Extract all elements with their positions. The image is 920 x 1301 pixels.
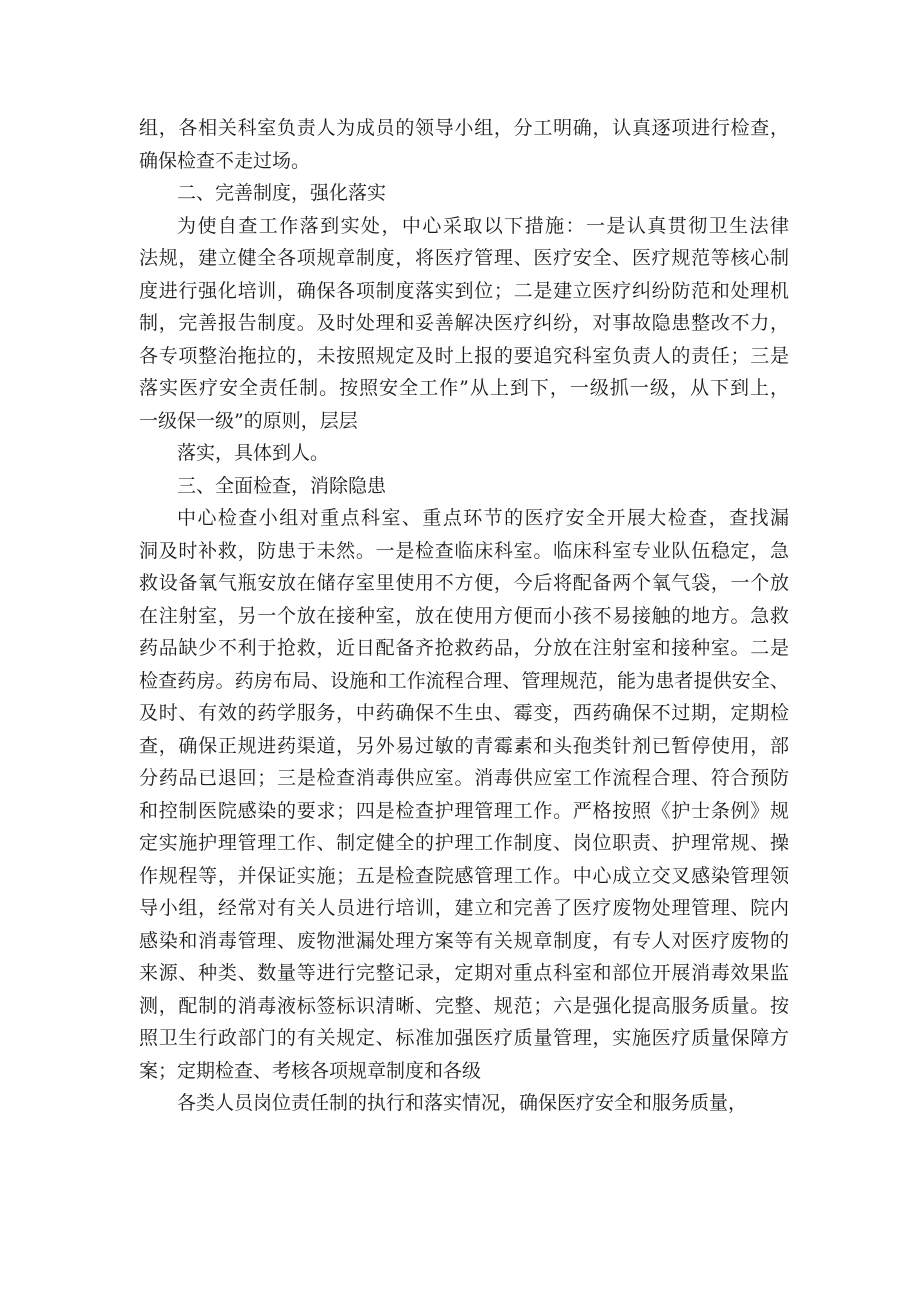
text-line-31: 各类人员岗位责任制的执行和落实情况，确保医疗安全和服务质量， bbox=[177, 1092, 748, 1114]
text-line-14: 洞及时补救，防患于未然。一是检查临床科室。临床科室专业队伍稳定，急 bbox=[139, 539, 789, 562]
text-line-6: 度进行强化培训，确保各项制度落实到位；二是建立医疗纠纷防范和处理机 bbox=[139, 279, 789, 302]
text-line-24: 作规程等，并保证实施；五是检查院感管理工作。中心成立交叉感染管理领 bbox=[139, 864, 789, 887]
text-line-20: 查，确保正规进药渠道，另外易过敏的青霉素和头孢类针剂已暂停使用，部 bbox=[139, 734, 789, 757]
text-line-17: 药品缺少不利于抢救，近日配备齐抢救药品，分放在注射室和接种室。二是 bbox=[139, 637, 789, 659]
text-line-26: 感染和消毒管理、废物泄漏处理方案等有关规章制度，有专人对医疗废物的 bbox=[139, 929, 789, 952]
text-line-7: 制，完善报告制度。及时处理和妥善解决医疗纠纷，对事故隐患整改不力， bbox=[139, 312, 789, 334]
section-heading-3: 三、全面检查，消除隐患 bbox=[177, 474, 387, 497]
text-line-19: 及时、有效的药学服务，中药确保不生虫、霉变，西药确保不过期，定期检 bbox=[139, 702, 789, 724]
text-line-16: 在注射室，另一个放在接种室，放在使用方便而小孩不易接触的地方。急救 bbox=[139, 604, 789, 627]
text-line-28: 测，配制的消毒液标签标识清晰、完整、规范；六是强化提高服务质量。按 bbox=[139, 994, 789, 1017]
text-line-22: 和控制医院感染的要求；四是检查护理管理工作。严格按照《护士条例》规 bbox=[139, 799, 789, 822]
text-line-11: 落实，具体到人。 bbox=[177, 442, 330, 464]
text-line-9: 落实医疗安全责任制。按照安全工作”从上到下，一级抓一级，从下到上， bbox=[139, 377, 789, 399]
text-line-18: 检查药房。药房布局、设施和工作流程合理、管理规范，能为患者提供安全、 bbox=[139, 669, 789, 692]
text-line-27: 来源、种类、数量等进行完整记录，定期对重点科室和部位开展消毒效果监 bbox=[139, 962, 789, 984]
text-line-4: 为使自查工作落到实处，中心采取以下措施：一是认真贯彻卫生法律 bbox=[177, 214, 789, 237]
text-line-8: 各专项整治拖拉的，未按照规定及时上报的要追究科室负责人的责任；三是 bbox=[139, 344, 789, 367]
text-line-10: 一级保一级”的原则，层层 bbox=[139, 409, 358, 432]
text-line-23: 定实施护理管理工作、制定健全的护理工作制度、岗位职责、护理常规、操 bbox=[139, 832, 789, 854]
text-line-25: 导小组，经常对有关人员进行培训，建立和完善了医疗废物处理管理、院内 bbox=[139, 897, 789, 919]
text-line-5: 法规，建立健全各项规章制度，将医疗管理、医疗安全、医疗规范等核心制 bbox=[139, 247, 789, 269]
text-line-1: 组，各相关科室负责人为成员的领导小组，分工明确，认真逐项进行检查， bbox=[139, 117, 789, 139]
text-line-21: 分药品已退回；三是检查消毒供应室。消毒供应室工作流程合理、符合预防 bbox=[139, 767, 789, 789]
document-body bbox=[139, 112, 789, 1120]
section-heading-2: 二、完善制度，强化落实 bbox=[177, 182, 387, 204]
text-line-15: 救设备氧气瓶安放在储存室里使用不方便，今后将配备两个氧气袋，一个放 bbox=[139, 572, 789, 594]
text-line-30: 案；定期检查、考核各项规章制度和各级 bbox=[139, 1059, 482, 1082]
text-line-13: 中心检查小组对重点科室、重点环节的医疗安全开展大检查，查找漏 bbox=[177, 507, 789, 529]
text-line-2: 确保检查不走过场。 bbox=[139, 149, 311, 172]
text-line-29: 照卫生行政部门的有关规定、标准加强医疗质量管理，实施医疗质量保障方 bbox=[139, 1027, 789, 1049]
